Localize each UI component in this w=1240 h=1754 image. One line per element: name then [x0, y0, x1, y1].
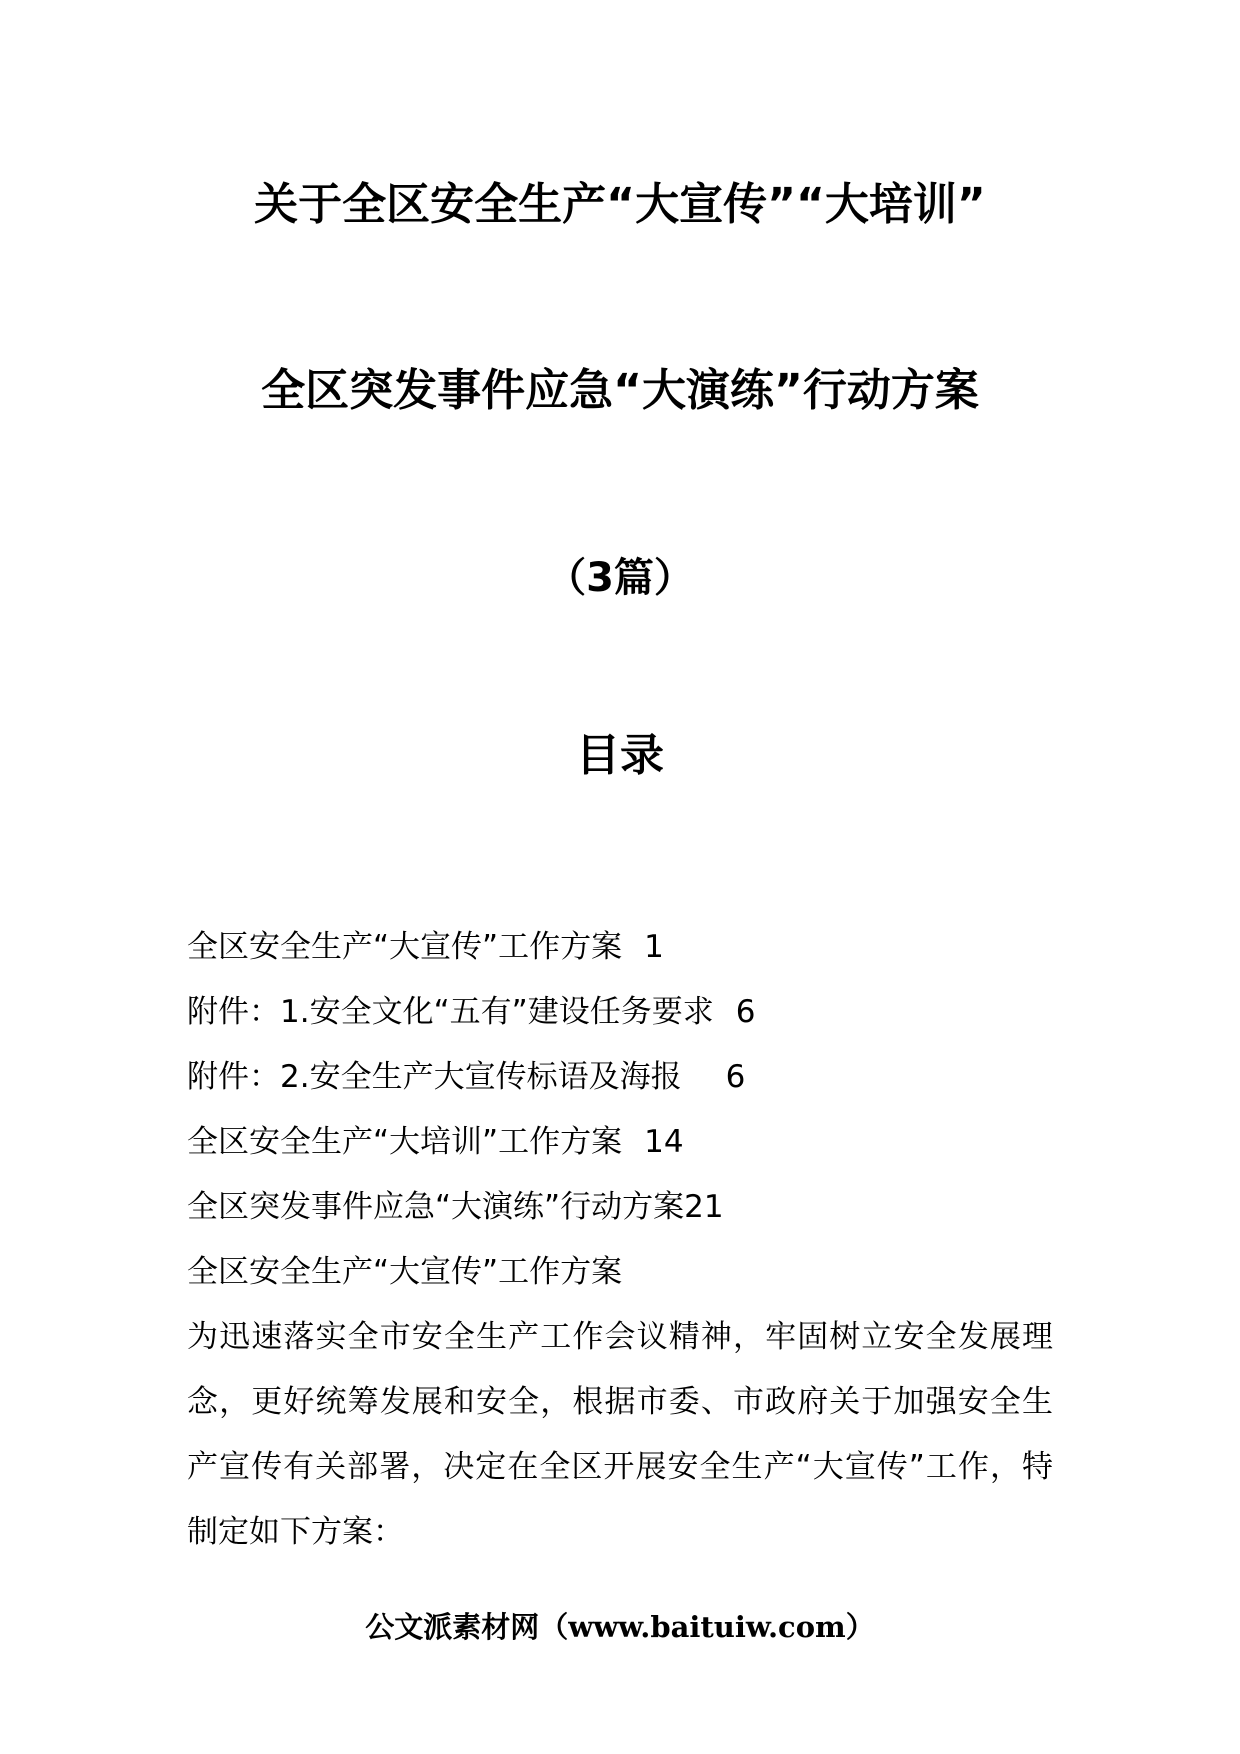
toc-entry-page: 21	[684, 1189, 724, 1225]
document-subtitle: （3篇）	[546, 555, 694, 601]
toc-heading: 目录	[576, 730, 664, 781]
toc-entry[interactable]	[187, 915, 1087, 980]
table-of-contents	[187, 915, 1087, 1240]
toc-entry-page: 1	[644, 929, 664, 965]
toc-entry[interactable]	[187, 980, 1087, 1045]
toc-entry[interactable]	[187, 1175, 1087, 1240]
toc-entry-title: 全区突发事件应急“大演练”行动方案	[187, 1189, 685, 1225]
body-paragraph: 为迅速落实全市安全生产工作会议精神，牢固树立安全发展理念，更好统筹发展和安全，根据市委、市政府关于加强安全生产宣传有关部署，决定在全区开展安全生产“大宣传”工作，特制定如下方案：	[187, 1319, 1053, 1550]
toc-entry-title: 全区安全生产“大培训”工作方案	[187, 1124, 623, 1160]
toc-entry[interactable]	[187, 1110, 1087, 1175]
footer-watermark: 公文派素材网（www.baituiw.com）	[365, 1610, 875, 1644]
document-title-line-2: 全区突发事件应急“大演练”行动方案	[261, 365, 979, 416]
toc-entry-page: 6	[735, 994, 756, 1030]
toc-entry-page: 6	[725, 1059, 746, 1095]
toc-entry-page: 14	[644, 1124, 684, 1160]
toc-entry-title: 附件：1.安全文化“五有”建设任务要求	[187, 994, 714, 1030]
section-heading: 全区安全生产“大宣传”工作方案	[187, 1254, 623, 1290]
toc-entry-title: 附件：2.安全生产大宣传标语及海报	[187, 1059, 682, 1095]
toc-entry[interactable]	[187, 1045, 1087, 1110]
toc-entry-title: 全区安全生产“大宣传”工作方案	[187, 929, 623, 965]
document-title-line-1: 关于全区安全生产“大宣传”“大培训”	[254, 179, 986, 230]
